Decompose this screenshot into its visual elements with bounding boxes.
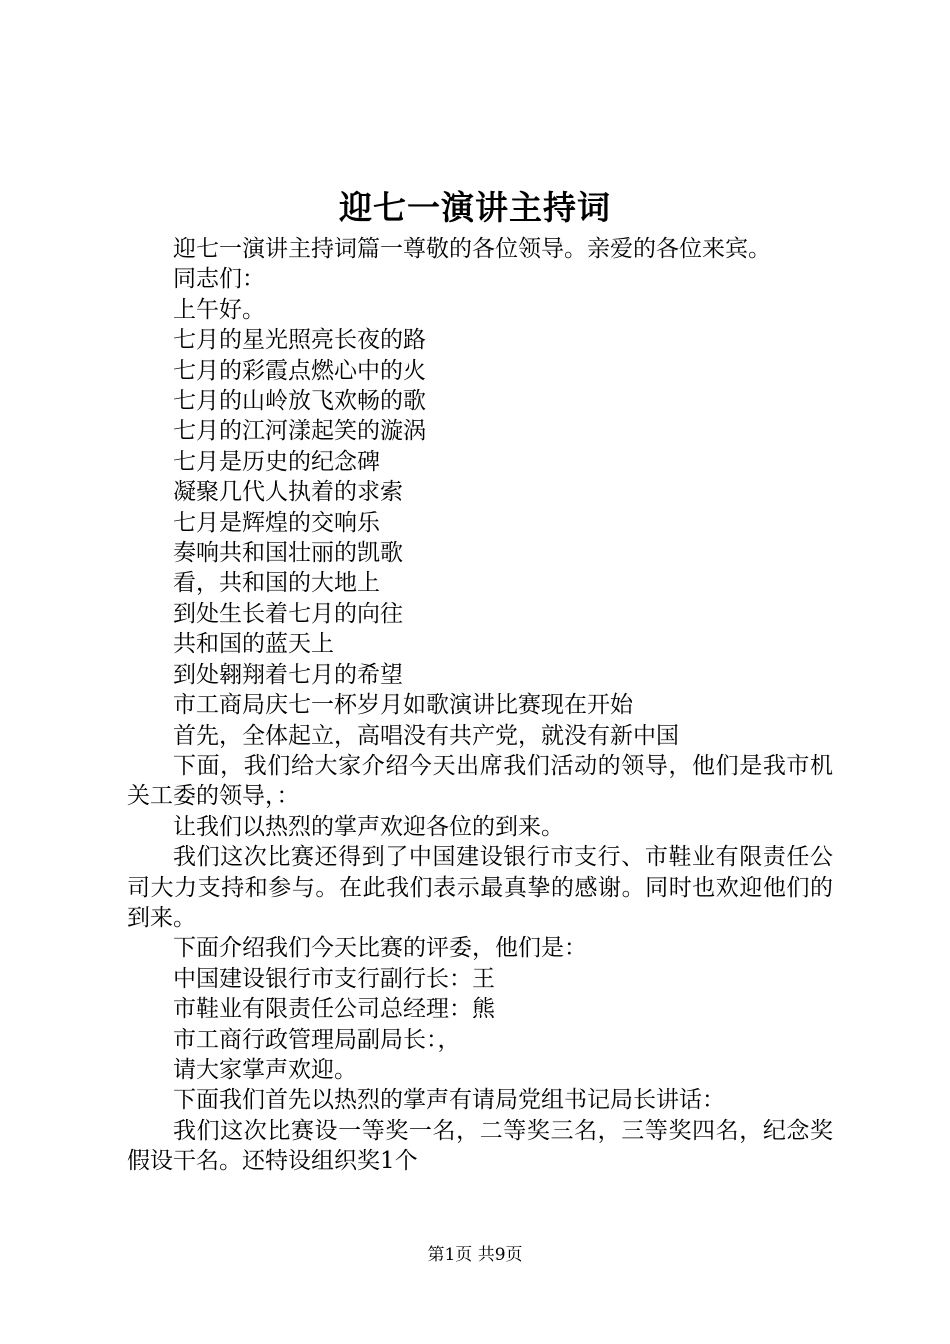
paragraph: 七月的山岭放飞欢畅的歌: [173, 388, 426, 415]
paragraph: 到处生长着七月的向往: [173, 600, 403, 627]
paragraph: 凝聚几代人执着的求索: [173, 479, 403, 506]
paragraph: 看，共和国的大地上: [173, 570, 380, 597]
paragraph: 奏响共和国壮丽的凯歌: [173, 540, 403, 567]
paragraph: 下面介绍我们今天比赛的评委，他们是：: [173, 935, 587, 962]
paragraph: 七月的江河漾起笑的漩涡: [173, 418, 426, 445]
paragraph: 我们这次比赛还得到了中国建设银行市支行、市鞋业有限责任公司大力支持和参与。在此我们表示最真挚的感谢。同时也欢迎他们的到来。: [127, 844, 833, 931]
paragraph: 下面我们首先以热烈的掌声有请局党组书记局长讲话：: [173, 1087, 725, 1114]
paragraph: 共和国的蓝天上: [173, 631, 334, 658]
paragraph: 七月是辉煌的交响乐: [173, 509, 380, 536]
paragraph: 市工商局庆七一杯岁月如歌演讲比赛现在开始: [173, 692, 633, 719]
paragraph: 七月的星光照亮长夜的路: [173, 327, 426, 354]
paragraph: 市工商行政管理局副局长：，: [173, 1026, 461, 1053]
paragraph: 让我们以热烈的掌声欢迎各位的到来。: [173, 813, 564, 840]
paragraph: 请大家掌声欢迎。: [173, 1056, 357, 1083]
paragraph: 上午好。: [173, 296, 265, 323]
paragraph: 我们这次比赛设一等奖一名，二等奖三名，三等奖四名，纪念奖假设干名。还特设组织奖1个: [127, 1117, 833, 1175]
paragraph: 迎七一演讲主持词篇一尊敬的各位领导。亲爱的各位来宾。: [173, 236, 771, 262]
paragraph: 七月的彩霞点燃心中的火: [173, 357, 426, 384]
paragraph: 首先，全体起立，高唱没有共产党，就没有新中国: [173, 722, 679, 749]
page-number-footer: 第1页 共9页: [427, 1245, 523, 1265]
paragraph: 到处翱翔着七月的希望: [173, 661, 403, 688]
paragraph: 中国建设银行市支行副行长：王: [173, 965, 495, 992]
paragraph: 同志们：: [173, 266, 265, 293]
document-title: 迎七一演讲主持词: [339, 188, 611, 227]
paragraph: 下面，我们给大家介绍今天出席我们活动的领导，他们是我市机关工委的领导，：: [127, 752, 833, 810]
paragraph: 七月是历史的纪念碑: [173, 448, 380, 475]
document-body: [127, 234, 833, 1177]
paragraph: 市鞋业有限责任公司总经理：熊: [173, 996, 495, 1023]
